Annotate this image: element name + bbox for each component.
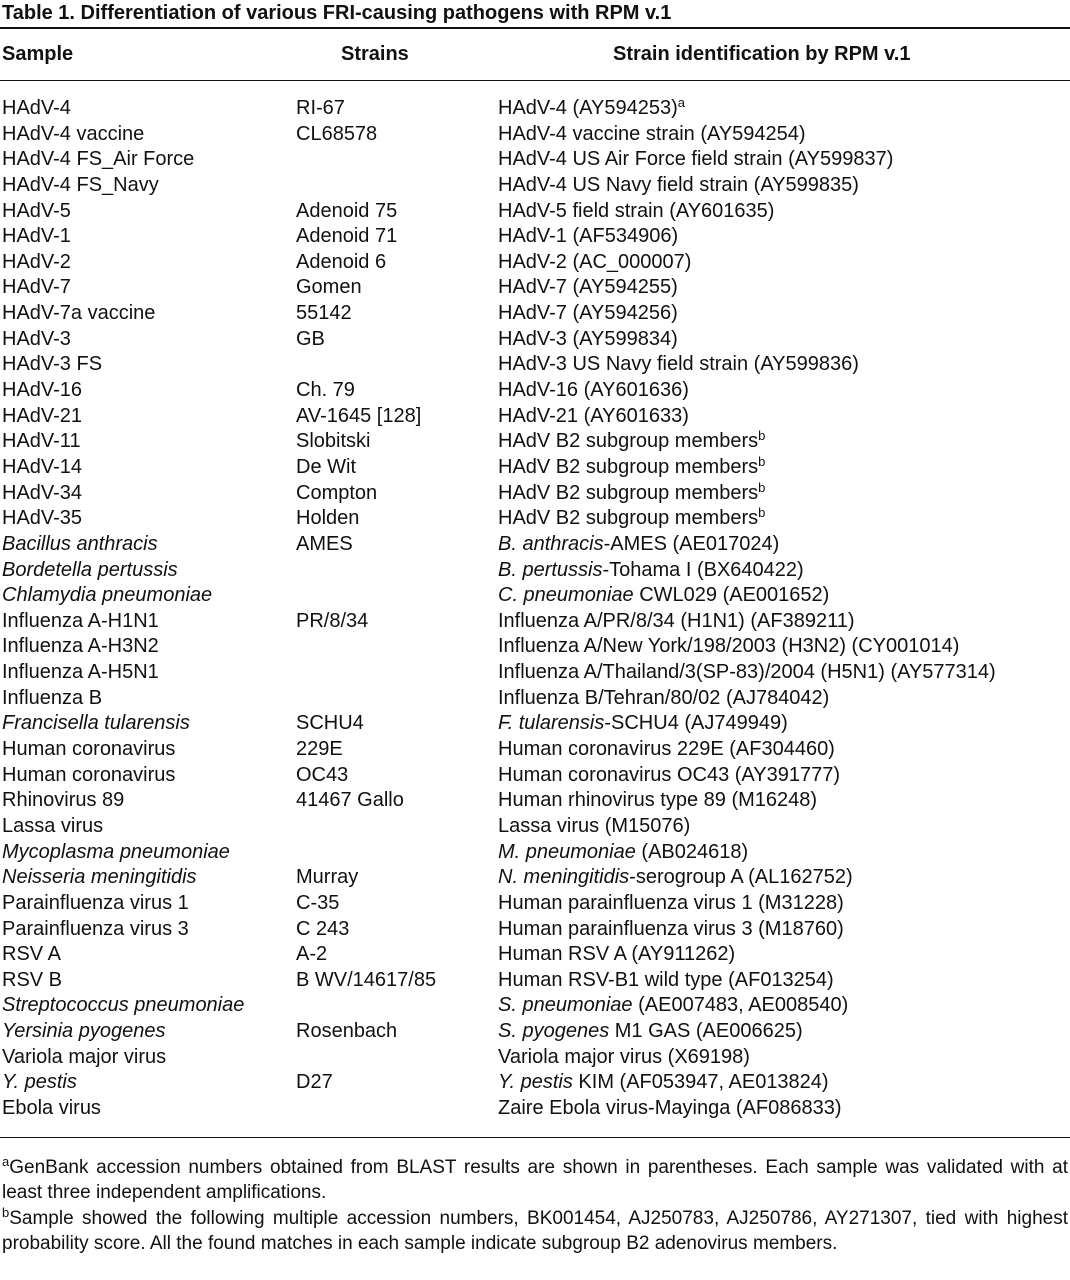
species-name: M. pneumoniae — [498, 840, 636, 863]
cell-strain: SCHU4 — [296, 712, 364, 735]
cell-strain: A-2 — [296, 943, 328, 966]
table-row — [0, 481, 1070, 507]
cell-identification — [498, 1096, 842, 1122]
cell-sample: Lassa virus — [2, 814, 104, 837]
identification-text: Human parainfluenza virus 3 (M18760) — [498, 917, 844, 940]
cell-identification — [498, 891, 844, 917]
cell-sample: Parainfluenza virus 1 — [2, 891, 189, 914]
footnote-text: Sample showed the following multiple accession numbers, BK001454, AJ250783, AJ250786, AY271307, tied with highest probability score. All the found matches in each sample indicate subgroup B2 adenovirus members. — [2, 1208, 1068, 1254]
identification-text: Influenza A/PR/8/34 (H1N1) (AF389211) — [498, 609, 855, 632]
table-row — [0, 250, 1070, 276]
cell-sample: Human coronavirus — [2, 738, 176, 761]
identification-text: (AB024618) — [635, 840, 749, 863]
identification-text: -Tohama I (BX640422) — [602, 558, 804, 581]
table-row — [0, 917, 1070, 943]
header-strains: Strains — [341, 43, 409, 65]
cell-strain: C 243 — [296, 917, 350, 940]
table-row — [0, 1045, 1070, 1071]
table-row — [0, 224, 1070, 250]
identification-text: CWL029 (AE001652) — [633, 584, 830, 607]
cell-strain: 55142 — [296, 302, 352, 325]
cell-sample: Variola major virus — [2, 1045, 167, 1068]
cell-identification — [498, 199, 774, 225]
identification-text: HAdV B2 subgroup members — [498, 481, 759, 504]
cell-identification — [498, 147, 893, 173]
species-name: S. pneumoniae — [498, 994, 633, 1017]
cell-sample: HAdV-14 — [2, 455, 83, 478]
cell-identification — [498, 865, 853, 891]
table-row — [0, 1019, 1070, 1045]
identification-text: HAdV B2 subgroup members — [498, 455, 759, 478]
footnote-mark: a — [2, 1154, 10, 1169]
identification-text: HAdV-5 field strain (AY601635) — [498, 199, 775, 222]
cell-identification — [498, 275, 678, 301]
footnote-ref: b — [758, 428, 766, 444]
cell-identification — [498, 788, 817, 814]
cell-sample: Neisseria meningitidis — [2, 866, 197, 889]
cell-sample: Mycoplasma pneumoniae — [2, 840, 230, 863]
cell-strain: Adenoid 75 — [296, 199, 398, 222]
identification-text: M1 GAS (AE006625) — [609, 1020, 803, 1043]
cell-sample: Influenza A-H5N1 — [2, 661, 159, 684]
cell-strain: PR/8/34 — [296, 609, 369, 632]
identification-text: Influenza A/New York/198/2003 (H3N2) (CY001014) — [498, 635, 960, 658]
cell-identification — [498, 737, 835, 763]
cell-identification — [498, 942, 735, 968]
identification-text: HAdV-3 US Navy field strain (AY599836) — [498, 353, 859, 376]
cell-identification — [498, 96, 685, 122]
identification-text: Human RSV A (AY911262) — [498, 943, 736, 966]
table-row — [0, 942, 1070, 968]
cell-strain: OC43 — [296, 763, 349, 786]
cell-strain: Rosenbach — [296, 1020, 398, 1043]
cell-sample: HAdV-16 — [2, 379, 83, 402]
identification-text: Influenza B/Tehran/80/02 (AJ784042) — [498, 686, 830, 709]
identification-text: HAdV-16 (AY601636) — [498, 379, 689, 402]
identification-text: HAdV-1 (AF534906) — [498, 225, 679, 248]
species-name: S. pyogenes — [498, 1020, 610, 1043]
bottom-rule — [0, 1137, 1070, 1138]
identification-text: Human rhinovirus type 89 (M16248) — [498, 789, 818, 812]
identification-text: Human RSV-B1 wild type (AF013254) — [498, 968, 834, 991]
cell-strain: RI-67 — [296, 97, 345, 119]
table-caption: Table 1. Differentiation of various FRI-causing pathogens with RPM v.1 — [2, 2, 672, 24]
species-name: F. tularensis — [498, 712, 605, 735]
identification-text: HAdV B2 subgroup members — [498, 507, 759, 530]
species-name: N. meningitidis — [498, 866, 630, 889]
table-row — [0, 122, 1070, 148]
footnote-ref: b — [758, 479, 766, 495]
table-row — [0, 301, 1070, 327]
cell-strain: C-35 — [296, 891, 340, 914]
table-row — [0, 634, 1070, 660]
footnote-ref: b — [758, 505, 766, 521]
cell-sample: Yersinia pyogenes — [2, 1020, 166, 1043]
cell-identification — [498, 429, 765, 455]
identification-text: Zaire Ebola virus-Mayinga (AF086833) — [498, 1096, 842, 1119]
identification-text: HAdV-2 (AC_000007) — [498, 250, 692, 273]
cell-identification — [498, 660, 996, 686]
footnote-mark: b — [2, 1205, 10, 1220]
cell-identification — [498, 711, 788, 737]
table-row — [0, 968, 1070, 994]
table-row — [0, 686, 1070, 712]
table-row — [0, 814, 1070, 840]
header-rule — [0, 80, 1070, 81]
cell-strain: Ch. 79 — [296, 379, 355, 402]
identification-text: KIM (AF053947, AE013824) — [572, 1071, 829, 1094]
cell-sample: Bordetella pertussis — [2, 558, 178, 581]
cell-identification — [498, 917, 844, 943]
footnote-ref: a — [677, 95, 685, 110]
cell-strain: B WV/14617/85 — [296, 968, 437, 991]
cell-sample: Parainfluenza virus 3 — [2, 917, 189, 940]
identification-text: -serogroup A (AL162752) — [629, 866, 853, 889]
cell-sample: Influenza A-H1N1 — [2, 609, 159, 632]
cell-identification — [498, 532, 779, 558]
identification-text: Variola major virus (X69198) — [498, 1045, 750, 1068]
identification-text: HAdV-4 US Air Force field strain (AY599837) — [498, 148, 894, 171]
cell-sample: HAdV-5 — [2, 199, 71, 222]
cell-sample: Chlamydia pneumoniae — [2, 584, 213, 607]
cell-identification — [498, 250, 691, 276]
cell-identification — [498, 378, 689, 404]
table-row — [0, 327, 1070, 353]
cell-identification — [498, 840, 748, 866]
identification-text: Human parainfluenza virus 1 (M31228) — [498, 891, 844, 914]
table-row — [0, 609, 1070, 635]
table-row — [0, 711, 1070, 737]
cell-identification — [498, 173, 859, 199]
table-row — [0, 455, 1070, 481]
table-row — [0, 1070, 1070, 1096]
table-row — [0, 865, 1070, 891]
cell-strain: Adenoid 6 — [296, 250, 387, 273]
top-rule — [0, 27, 1070, 29]
cell-sample: HAdV-3 — [2, 327, 71, 350]
table-row — [0, 378, 1070, 404]
cell-sample: Influenza A-H3N2 — [2, 635, 159, 658]
species-name: B. anthracis — [498, 532, 604, 555]
cell-strain: Gomen — [296, 276, 362, 299]
species-name: C. pneumoniae — [498, 584, 634, 607]
cell-sample: HAdV-4 vaccine — [2, 122, 145, 145]
cell-identification — [498, 352, 859, 378]
cell-identification — [498, 814, 690, 840]
table-row — [0, 173, 1070, 199]
cell-identification — [498, 558, 804, 584]
table-row — [0, 583, 1070, 609]
cell-identification — [498, 224, 678, 250]
table-row — [0, 660, 1070, 686]
cell-identification — [498, 301, 678, 327]
cell-identification — [498, 327, 678, 353]
cell-strain: Murray — [296, 866, 359, 889]
cell-sample: Streptococcus pneumoniae — [2, 994, 245, 1017]
cell-strain: CL68578 — [296, 122, 378, 145]
header-sample: Sample — [2, 43, 74, 65]
table-row — [0, 993, 1070, 1019]
cell-sample: HAdV-2 — [2, 250, 71, 273]
footnote-ref: b — [758, 453, 766, 469]
cell-sample: Influenza B — [2, 686, 103, 709]
identification-text: (AE007483, AE008540) — [632, 994, 849, 1017]
cell-identification — [498, 506, 765, 532]
table-row — [0, 763, 1070, 789]
table-row — [0, 532, 1070, 558]
table-row — [0, 788, 1070, 814]
cell-strain: De Wit — [296, 455, 356, 478]
cell-sample: Human coronavirus — [2, 763, 176, 786]
identification-text: -AMES (AE017024) — [603, 532, 780, 555]
cell-identification — [498, 1070, 829, 1096]
identification-text: Human coronavirus OC43 (AY391777) — [498, 763, 841, 786]
cell-sample: RSV B — [2, 968, 63, 991]
cell-identification — [498, 1019, 803, 1045]
cell-sample: HAdV-4 FS_Navy — [2, 173, 159, 196]
cell-identification — [498, 1045, 750, 1071]
identification-text: HAdV-4 (AY594253) — [498, 97, 678, 119]
cell-strain: 41467 Gallo — [296, 789, 404, 812]
identification-text: Human coronavirus 229E (AF304460) — [498, 738, 835, 761]
cell-identification — [498, 609, 854, 635]
table-row — [0, 147, 1070, 173]
table-row — [0, 429, 1070, 455]
cell-sample: HAdV-34 — [2, 481, 83, 504]
cell-identification — [498, 763, 840, 789]
cell-sample: HAdV-1 — [2, 225, 71, 248]
cell-sample: Ebola virus — [2, 1096, 101, 1119]
table-body — [0, 96, 1070, 1122]
footnote-text: GenBank accession numbers obtained from BLAST results are shown in parentheses. Each sample was validated with at least three independent amplifications. — [2, 1157, 1068, 1203]
cell-sample: Y. pestis — [2, 1071, 77, 1094]
cell-sample: RSV A — [2, 943, 61, 966]
identification-text: HAdV-7 (AY594256) — [498, 302, 678, 325]
species-name: Y. pestis — [498, 1071, 573, 1094]
cell-strain: GB — [296, 327, 325, 350]
table-row — [0, 404, 1070, 430]
cell-identification — [498, 481, 765, 507]
cell-sample: HAdV-7a vaccine — [2, 302, 156, 325]
footnote-a — [2, 1155, 1068, 1205]
table-row — [0, 840, 1070, 866]
species-name: B. pertussis — [498, 558, 603, 581]
cell-strain: Adenoid 71 — [296, 225, 398, 248]
identification-text: HAdV-4 US Navy field strain (AY599835) — [498, 173, 859, 196]
identification-text: -SCHU4 (AJ749949) — [604, 712, 788, 735]
cell-identification — [498, 404, 689, 430]
table-row — [0, 352, 1070, 378]
footnote-b — [2, 1206, 1068, 1256]
cell-identification — [498, 122, 806, 148]
cell-strain: Slobitski — [296, 430, 371, 453]
table-row — [0, 275, 1070, 301]
cell-strain: AV-1645 [128] — [296, 404, 422, 427]
cell-strain: 229E — [296, 738, 343, 761]
cell-sample: HAdV-4 — [2, 97, 71, 119]
cell-sample: HAdV-21 — [2, 404, 83, 427]
cell-identification — [498, 583, 829, 609]
cell-sample: HAdV-4 FS_Air Force — [2, 148, 195, 171]
table-row — [0, 199, 1070, 225]
cell-sample: HAdV-11 — [2, 430, 81, 453]
identification-text: HAdV B2 subgroup members — [498, 430, 759, 453]
cell-identification — [498, 993, 848, 1019]
identification-text: Lassa virus (M15076) — [498, 814, 691, 837]
cell-sample: Bacillus anthracis — [2, 532, 158, 555]
cell-identification — [498, 634, 959, 660]
cell-sample: Francisella tularensis — [2, 712, 190, 735]
cell-identification — [498, 686, 829, 712]
cell-strain: Holden — [296, 507, 360, 530]
cell-sample: HAdV-3 FS — [2, 353, 103, 376]
table-row — [0, 737, 1070, 763]
table-row — [0, 558, 1070, 584]
header-identification: Strain identification by RPM v.1 — [613, 43, 911, 65]
table-row — [0, 891, 1070, 917]
cell-sample: Rhinovirus 89 — [2, 789, 125, 812]
identification-text: Influenza A/Thailand/3(SP-83)/2004 (H5N1) (AY577314) — [498, 661, 996, 684]
identification-text: HAdV-21 (AY601633) — [498, 404, 689, 427]
table-row — [0, 96, 1070, 122]
table-row — [0, 506, 1070, 532]
cell-strain: Compton — [296, 481, 378, 504]
cell-identification — [498, 455, 765, 481]
cell-sample: HAdV-7 — [2, 276, 71, 299]
cell-identification — [498, 968, 834, 994]
table-row — [0, 1096, 1070, 1122]
cell-sample: HAdV-35 — [2, 507, 83, 530]
identification-text: HAdV-7 (AY594255) — [498, 276, 678, 299]
identification-text: HAdV-3 (AY599834) — [498, 327, 678, 350]
identification-text: HAdV-4 vaccine strain (AY594254) — [498, 122, 806, 145]
cell-strain: AMES — [296, 532, 353, 555]
cell-strain: D27 — [296, 1071, 333, 1094]
